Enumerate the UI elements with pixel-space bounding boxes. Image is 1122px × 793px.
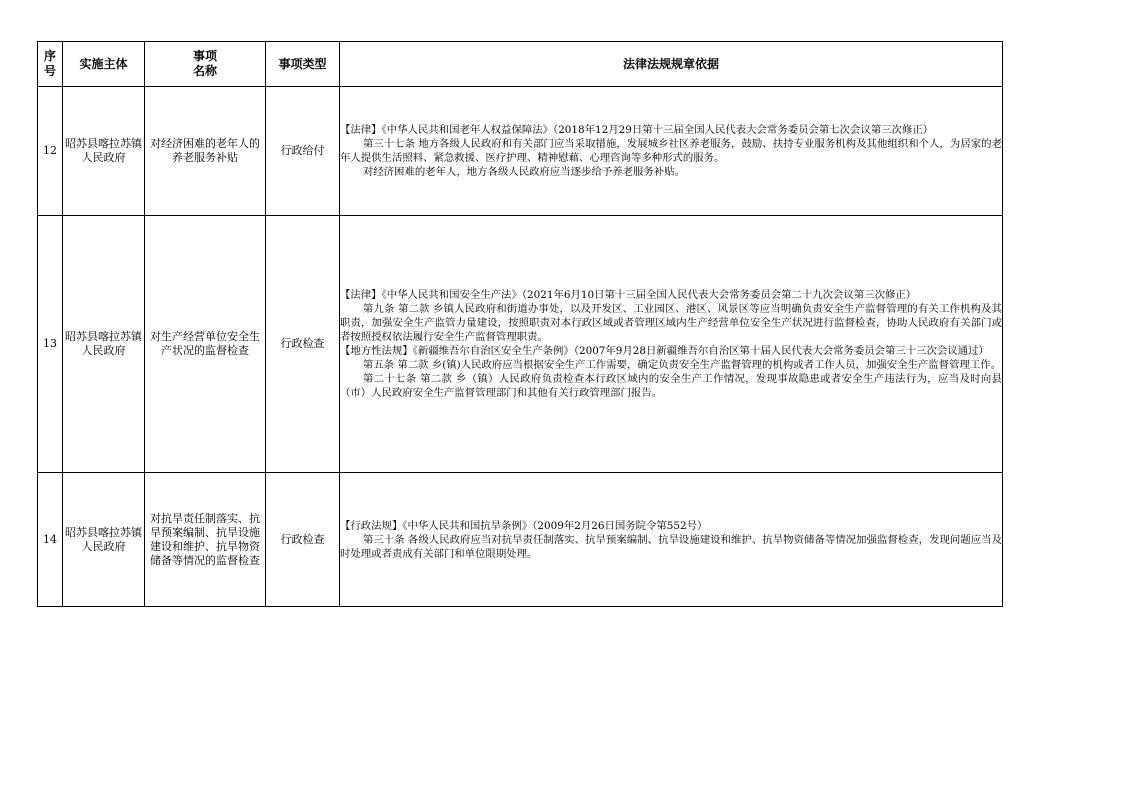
header-basis: 法律法规规章依据 <box>340 42 1003 87</box>
row-subject: 昭苏县喀拉苏镇人民政府 <box>63 87 145 216</box>
row-basis <box>340 473 1003 607</box>
basis-article: 对经济困难的老年人，地方各级人民政府应当逐步给予养老服务补贴。 <box>362 166 685 178</box>
row-seq: 13 <box>38 216 63 473</box>
header-row <box>38 42 1003 87</box>
row-item-name: 对抗旱责任制落实、抗旱预案编制、抗旱设施建设和维护、抗旱物资储备等情况的监督检查 <box>145 473 266 607</box>
basis-regulation-title: 【地方性法规】《新疆维吾尔自治区安全生产条例》（2007年9月28日新疆维吾尔自治区第十届人民代表大会常务委员会第三十三次会议通过） <box>340 345 989 357</box>
header-subject: 实施主体 <box>63 42 145 87</box>
row-item-type: 行政给付 <box>266 87 340 216</box>
header-item-name: 事项名称 <box>145 42 266 87</box>
row-item-type: 行政检查 <box>266 473 340 607</box>
basis-law-title: 【法律】《中华人民共和国安全生产法》（2021年6月10日第十三届全国人民代表大会常务委员会第二十九次会议第三次修正） <box>340 289 917 301</box>
row-seq: 12 <box>38 87 63 216</box>
row-subject: 昭苏县喀拉苏镇人民政府 <box>63 473 145 607</box>
row-basis <box>340 216 1003 473</box>
row-subject: 昭苏县喀拉苏镇人民政府 <box>63 216 145 473</box>
basis-article: 第五条 第二款 乡(镇)人民政府应当根据安全生产工作需要，确定负责安全生产监督管理的机构或者工作人员，加强安全生产监督管理工作。 <box>362 359 1002 371</box>
basis-law-title: 【法律】《中华人民共和国老年人权益保障法》（2018年12月29日第十三届全国人民代表大会常务委员会第七次会议第三次修正） <box>340 124 934 136</box>
row-item-name: 对生产经营单位安全生产状况的监督检查 <box>145 216 266 473</box>
basis-article: 第三十条 各级人民政府应当对抗旱责任制落实、抗旱预案编制、抗旱设施建设和维护、抗旱物资储备等情况加强监督检查，发现问题应当及时处理或者责成有关部门和单位限期处理。 <box>340 533 1002 560</box>
row-item-name: 对经济困难的老年人的养老服务补贴 <box>145 87 266 216</box>
basis-law-title: 【行政法规】《中华人民共和国抗旱条例》（2009年2月26日国务院令第552号） <box>340 519 708 532</box>
table-row <box>38 473 1003 607</box>
row-item-type: 行政检查 <box>266 216 340 473</box>
basis-article: 第三十七条 地方各级人民政府和有关部门应当采取措施，发展城乡社区养老服务，鼓励、扶持专业服务机构及其他组织和个人，为居家的老年人提供生活照料、紧急救援、医疗护理、精神慰藉、心理咨询等多种形式的服务。 <box>340 138 1002 164</box>
header-seq: 序号 <box>38 42 63 87</box>
basis-article: 第九条 第二款 乡镇人民政府和街道办事处，以及开发区、工业园区、港区、风景区等应当明确负责安全生产监督管理的有关工作机构及其职责，加强安全生产监管力量建设，按照职责对本行政区域或者管理区域内生产经营单位安全生产状况进行监督检查，协助人民政府有关部门或者按照授权依法履行安全生产监督管理职责。 <box>340 303 1002 343</box>
regulation-table <box>37 41 1003 607</box>
row-basis <box>340 87 1003 216</box>
basis-article: 第二十七条 第二款 乡（镇）人民政府负责检查本行政区域内的安全生产工作情况，发现事故隐患或者安全生产违法行为，应当及时向县（市）人民政府安全生产监督管理部门和其他有关行政管理部门报告。 <box>340 373 1002 399</box>
row-seq: 14 <box>38 473 63 607</box>
table-row <box>38 216 1003 473</box>
table-row <box>38 87 1003 216</box>
header-item-type: 事项类型 <box>266 42 340 87</box>
